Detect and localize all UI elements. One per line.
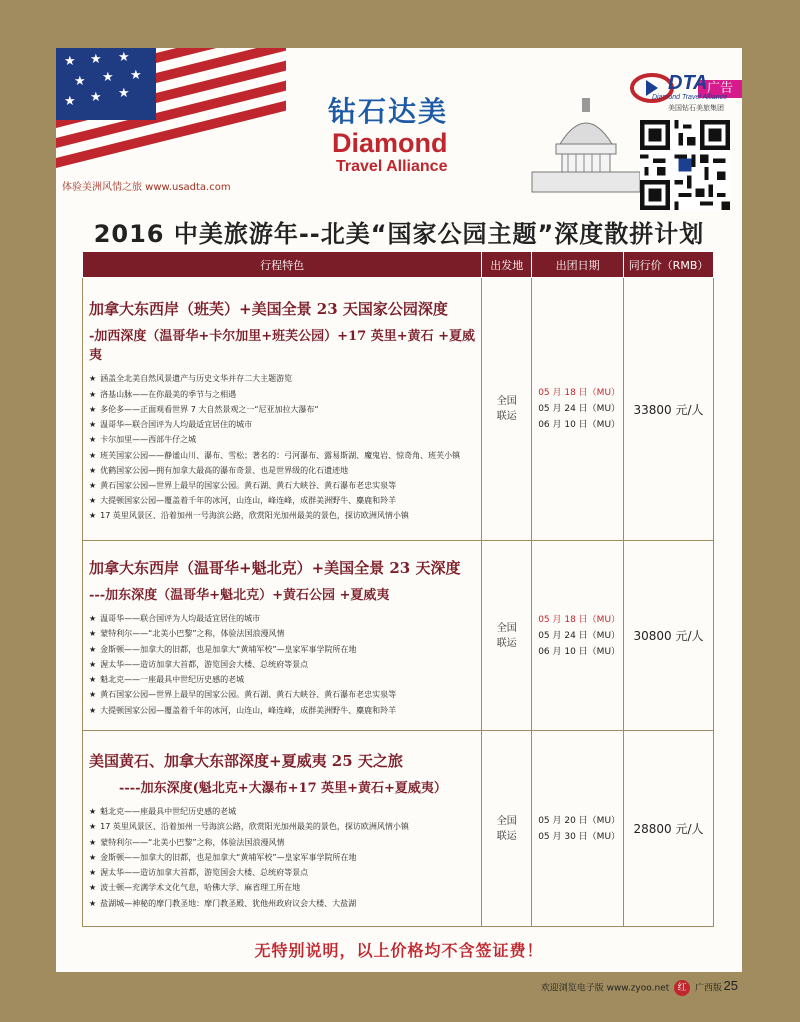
- route-title: 美国黄石、加拿大东部深度+夏威夷 25 天之旅: [89, 752, 403, 771]
- table-row: [83, 541, 714, 731]
- route-description: [83, 278, 482, 541]
- feature-item: ★ 黄石国家公园—世界上最早的国家公园。黄石湖、黄石大峡谷、黄石瀑布老忠实泉等: [89, 687, 475, 702]
- feature-item: ★ 洛基山脉——在你最美的季节与之相遇: [89, 387, 475, 402]
- feature-item: ★ 大提顿国家公园—覆盖着千年的冰河，山连山，峰连峰，成群美洲野牛、麋鹿和羚羊: [89, 493, 475, 508]
- departure-date: 05 月 20 日（MU）: [538, 815, 621, 826]
- price-cell: 33800 元/人: [624, 278, 714, 541]
- feature-item: ★ 温哥华——联合国评为人均最适宜居住的城市: [89, 611, 475, 626]
- price-cell: 30800 元/人: [624, 541, 714, 731]
- route-title: 加拿大东西岸（班芙）+美国全景 23 天国家公园深度: [89, 300, 448, 319]
- table-row: [83, 731, 714, 927]
- feature-item: ★ 优鹤国家公园—拥有加拿大最高的瀑布奇景、也是世界级的化石遗迹地: [89, 463, 475, 478]
- origin-cell: [482, 541, 532, 731]
- origin-cell: [482, 731, 532, 927]
- feature-item: ★ 涵盖全北美自然风景遗产与历史文华并存二大主题游览: [89, 371, 475, 386]
- dates-cell: [532, 541, 624, 731]
- footer-website[interactable]: 欢迎浏览电子版 www.zyoo.net: [540, 983, 670, 994]
- route-description: [83, 541, 482, 731]
- qr-code-icon[interactable]: [640, 120, 730, 210]
- feature-item: ★ 魁北克——一座最具中世纪历史感的老城: [89, 672, 475, 687]
- origin-line: 全国: [496, 396, 517, 407]
- route-subtitle: -加西深度（温哥华+卡尔加里+班芙公园）+17 英里+黄石 +夏威夷: [89, 329, 476, 364]
- departure-date: 05 月 30 日（MU）: [538, 831, 621, 842]
- feature-item: ★ 金斯顿——加拿大的旧都，也是加拿大“黄埔军校”—皇家军事学院所在地: [89, 850, 475, 865]
- price-cell: 28800 元/人: [624, 731, 714, 927]
- brand-name-cn: 钻石达美: [328, 95, 449, 128]
- feature-item: ★ 温哥华—联合国评为人均最适宜居住的城市: [89, 417, 475, 432]
- dta-logo-subtitle-cn: 美国钻石美旅集团: [668, 104, 724, 112]
- departure-date: 05 月 18 日（MU）: [538, 388, 621, 398]
- table-row: [83, 278, 714, 541]
- ad-tag: 广告: [698, 80, 742, 98]
- table-header-row: [83, 252, 714, 278]
- origin-line: 联运: [496, 637, 517, 649]
- departure-date: 05 月 24 日（MU）: [538, 404, 621, 414]
- dta-logo-text: DTA: [668, 72, 708, 94]
- departure-date: 05 月 18 日（MU）: [538, 614, 621, 625]
- feature-item: ★ 蒙特利尔——“北美小巴黎”之称，体验法国浪漫风情: [89, 835, 475, 850]
- us-flag-graphic: [56, 48, 286, 178]
- footer-red-circle-icon: 红: [674, 980, 690, 996]
- departure-date: 06 月 10 日（MU）: [538, 646, 621, 657]
- route-subtitle: ---加东深度（温哥华+魁北克）+黄石公园 +夏威夷: [89, 588, 390, 604]
- dates-cell: [532, 731, 624, 927]
- flag-canton: ★ ★ ★ ★ ★ ★ ★ ★ ★: [56, 48, 156, 120]
- feature-item: ★ 渥太华——造访加拿大首都，游览国会大楼、总统府等景点: [89, 657, 475, 672]
- brand-name-en-line1: Diamond: [332, 128, 448, 158]
- footer: [541, 980, 722, 996]
- origin-line: 全国: [496, 815, 517, 827]
- visa-note: 无特别说明，以上价格均不含签证费！: [254, 941, 544, 960]
- departure-date: 05 月 24 日（MU）: [538, 630, 621, 641]
- departure-date: 06 月 10 日（MU）: [538, 420, 621, 430]
- feature-item: ★ 大提顿国家公园—覆盖着千年的冰河，山连山，峰连峰，成群美洲野牛、麋鹿和羚羊: [89, 703, 475, 718]
- dta-logo-subtitle-en: Diamond Travel Alliance: [652, 94, 728, 101]
- col-header-features: 行程特色: [83, 252, 482, 278]
- col-header-price: 同行价（RMB）: [624, 252, 714, 278]
- feature-item: ★ 金斯顿——加拿大的旧都，也是加拿大“黄埔军校”—皇家军事学院所在地: [89, 642, 475, 657]
- feature-item: ★ 多伦多——正面观看世界 7 大自然景观之一“尼亚加拉大瀑布“: [89, 402, 475, 417]
- feature-item: ★ 17 英里风景区、沿着加州一号海滨公路，欣赏阳光加州最美的景色，探访欧洲风情小镇: [89, 508, 475, 523]
- page-title: 2016 中美旅游年--北美“国家公园主题”深度散拼计划: [93, 220, 705, 248]
- capitol-building-icon: [526, 96, 646, 196]
- origin-cell: [482, 278, 532, 541]
- dates-cell: [532, 278, 624, 541]
- feature-item: ★ 班芙国家公园——静谧山川、瀑布、雪松；著名的：弓河瀑布、露易斯湖、魔鬼岩、惊奇角、班芙小镇: [89, 448, 475, 463]
- feature-item: ★ 蒙特利尔——“北美小巴黎”之称，体验法国浪漫风情: [89, 626, 475, 641]
- col-header-dates: 出团日期: [532, 252, 624, 278]
- footer-edition: 广西版: [694, 983, 722, 994]
- feature-item: ★ 卡尔加里——西部牛仔之城: [89, 432, 475, 447]
- route-subtitle: ----加东深度(魁北克+大瀑布+17 英里+黄石+夏威夷）: [119, 781, 447, 797]
- feature-item: ★ 17 英里风景区、沿着加州一号海滨公路，欣赏阳光加州最美的景色，探访欧洲风情小镇: [89, 819, 475, 834]
- feature-item: ★ 渥太华——造访加拿大首都，游览国会大楼、总统府等景点: [89, 865, 475, 880]
- page-number: 25: [723, 978, 738, 993]
- feature-item: ★ 魁北克——座最具中世纪历史感的老城: [89, 804, 475, 819]
- brand-name-en-line2: Travel Alliance: [336, 158, 448, 175]
- feature-item: ★ 波士顿—充满学术文化气息，哈佛大学、麻省理工所在地: [89, 880, 475, 895]
- route-title: 加拿大东西岸（温哥华+魁北克）+美国全景 23 天深度: [89, 559, 461, 578]
- ad-page: [56, 48, 742, 972]
- feature-item: ★ 黄石国家公园—世界上最早的国家公园。黄石湖、黄石大峡谷、黄石瀑布老忠实泉等: [89, 478, 475, 493]
- slogan-text: 体验美洲风情之旅 www.usadta.com: [62, 182, 231, 193]
- origin-line: 联运: [496, 830, 517, 842]
- origin-line: 联运: [496, 411, 517, 422]
- col-header-origin: 出发地: [482, 252, 532, 278]
- origin-line: 全国: [496, 622, 517, 634]
- itinerary-table: [82, 251, 714, 927]
- feature-item: ★ 盐湖城—神秘的摩门教圣地：摩门教圣殿、犹他州政府议会大楼、大盐湖: [89, 896, 475, 911]
- route-description: [83, 731, 482, 927]
